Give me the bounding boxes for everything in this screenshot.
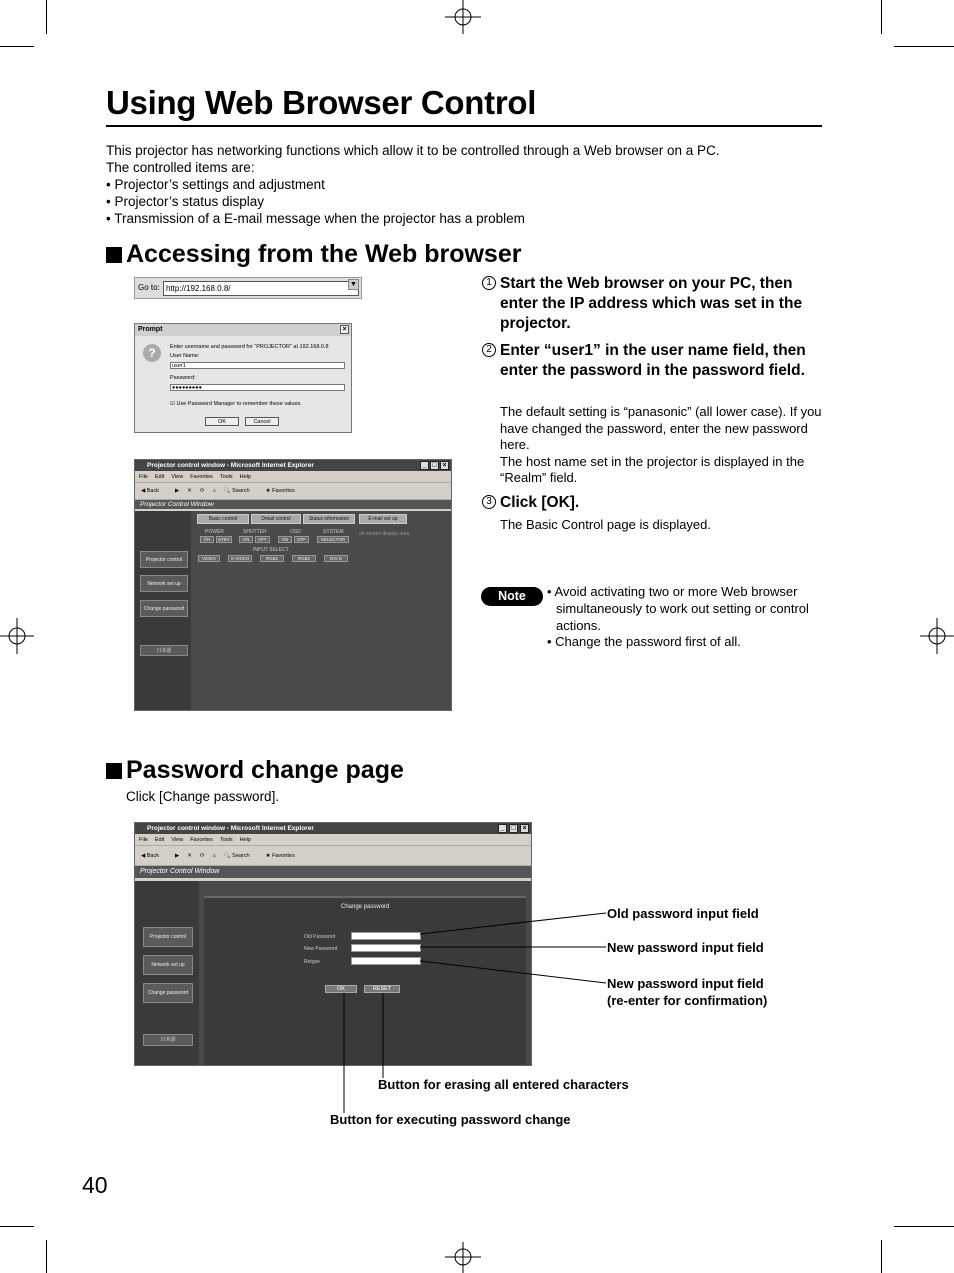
- description-line: The host name set in the projector is displayed in the “Realm” field.: [500, 453, 805, 485]
- callout-line: New password input field: [607, 976, 764, 991]
- panel-title: Change password: [341, 904, 390, 910]
- input-rgb1-button[interactable]: RGB1: [260, 555, 284, 562]
- menu-view[interactable]: View: [171, 474, 184, 480]
- title-rule: [106, 125, 822, 127]
- callout-reset-button: Button for erasing all entered characters: [378, 1077, 629, 1092]
- callout-old-password: Old password input field: [607, 906, 759, 921]
- intro-text: [106, 142, 720, 227]
- browser-toolbar: [135, 483, 451, 500]
- osd-label: OSD: [290, 529, 301, 535]
- password-change-browser-window: [134, 822, 532, 1066]
- shutter-off-button[interactable]: OFF: [255, 536, 270, 543]
- callout-retype-password: [607, 975, 767, 1009]
- system-label: SYSTEM: [323, 529, 344, 535]
- home-icon[interactable]: ⌂: [212, 853, 216, 859]
- page-number: 40: [82, 1172, 108, 1198]
- home-icon[interactable]: ⌂: [212, 488, 216, 494]
- step-1: [482, 274, 827, 334]
- intro-item: • Transmission of a E-mail message when the projector has a problem: [106, 211, 525, 226]
- browser-title: Projector control window - Microsoft Internet Explorer: [147, 825, 314, 832]
- input-select-label: INPUT SELECT: [253, 547, 289, 553]
- dialog-title: Prompt: [138, 326, 163, 333]
- browser-toolbar: [135, 846, 531, 866]
- input-dvid-button[interactable]: DVI-D: [324, 555, 348, 562]
- close-icon[interactable]: ×: [440, 461, 449, 470]
- square-bullet-icon: [106, 763, 122, 779]
- dialog-titlebar: [135, 324, 351, 336]
- tab-basic-control[interactable]: Basic control: [197, 514, 249, 524]
- crop-mark: [0, 46, 34, 47]
- page-content: [135, 881, 531, 1065]
- sidebar-item-change-password[interactable]: Change password: [140, 600, 188, 617]
- menu-favorites[interactable]: Favorites: [190, 837, 213, 843]
- remember-checkbox[interactable]: ☑ Use Password Manager to remember these values.: [170, 401, 302, 407]
- menu-file[interactable]: File: [139, 837, 148, 843]
- ok-button[interactable]: OK: [325, 985, 357, 993]
- basic-control-browser-window: [134, 459, 452, 711]
- forward-icon[interactable]: ▶: [175, 488, 180, 494]
- section-heading-access: [106, 240, 521, 269]
- osd-on-button[interactable]: ON: [278, 536, 292, 543]
- main-panel: [191, 511, 451, 710]
- address-label: Go to:: [138, 283, 160, 292]
- cancel-button[interactable]: Cancel: [245, 417, 279, 426]
- callout-new-password: New password input field: [607, 940, 764, 955]
- password-label: Password:: [170, 375, 196, 381]
- osd-off-button[interactable]: OFF: [294, 536, 309, 543]
- step-2: [482, 341, 827, 381]
- section-heading-text: Accessing from the Web browser: [126, 240, 522, 268]
- retype-password-input[interactable]: [351, 957, 421, 965]
- old-password-label: Old Password: [304, 934, 336, 940]
- callout-line: (re-enter for confirmation): [607, 993, 768, 1008]
- sidebar-item-projector-control[interactable]: Projector control: [143, 927, 193, 947]
- input-video-button[interactable]: VIDEO: [198, 555, 220, 562]
- sidebar-item-projector-control[interactable]: Projector control: [140, 551, 188, 568]
- refresh-icon[interactable]: ⟳: [199, 853, 205, 859]
- close-icon[interactable]: ×: [340, 325, 349, 334]
- menu-favorites[interactable]: Favorites: [190, 474, 213, 480]
- power-on-button[interactable]: ON: [200, 536, 214, 543]
- refresh-icon[interactable]: ⟳: [199, 488, 205, 494]
- window-label: Projector Control Window: [135, 866, 531, 878]
- address-bar: [134, 277, 362, 299]
- login-prompt-dialog: [134, 323, 352, 433]
- menu-edit[interactable]: Edit: [154, 837, 165, 843]
- favorites-button[interactable]: ★ Favorites: [265, 853, 295, 859]
- crop-mark: [894, 1226, 954, 1227]
- maximize-icon[interactable]: □: [430, 461, 439, 470]
- search-label: Search: [232, 488, 250, 494]
- step-number: 3: [482, 495, 496, 509]
- remember-label: Use Password Manager to remember these values.: [176, 401, 302, 407]
- main-panel: [199, 881, 531, 1065]
- step-2-description: [500, 404, 825, 487]
- menu-bar: [135, 471, 451, 483]
- back-label: Back: [146, 488, 159, 494]
- step-3-description: The Basic Control page is displayed.: [500, 517, 712, 532]
- page-content: [135, 511, 451, 710]
- minimize-icon[interactable]: _: [420, 461, 429, 470]
- power-stby-button[interactable]: STBY: [216, 536, 232, 543]
- system-selector-button[interactable]: SELECTOR: [317, 536, 349, 543]
- menu-tools[interactable]: Tools: [219, 474, 233, 480]
- step-number: 1: [482, 276, 496, 290]
- browser-titlebar: [135, 823, 531, 834]
- crop-mark: [894, 46, 954, 47]
- tab-detail-control[interactable]: Detail control: [251, 514, 301, 524]
- description-line: The default setting is “panasonic” (all lower case). If you have changed the password, enter the new password here.: [500, 404, 822, 452]
- old-password-input[interactable]: [351, 932, 421, 940]
- shutter-on-button[interactable]: ON: [239, 536, 253, 543]
- menu-view[interactable]: View: [171, 837, 184, 843]
- intro-line: The controlled items are:: [106, 160, 255, 175]
- username-label: User Name:: [170, 353, 200, 359]
- step-text: Enter “user1” in the user name field, then enter the password in the password field.: [500, 342, 806, 379]
- step-text: Click [OK].: [500, 494, 580, 511]
- onscreen-label: on screen display area: [359, 531, 410, 537]
- step-number: 2: [482, 343, 496, 357]
- stop-icon[interactable]: ✕: [187, 488, 192, 494]
- section-heading-password: [106, 756, 404, 785]
- callout-ok-button: Button for executing password change: [330, 1112, 571, 1127]
- password-field[interactable]: ●●●●●●●●●: [170, 384, 345, 391]
- menu-edit[interactable]: Edit: [154, 474, 165, 480]
- browser-titlebar: [135, 460, 451, 471]
- square-bullet-icon: [106, 247, 122, 263]
- shutter-label: SHUTTER: [243, 529, 267, 535]
- search-button[interactable]: 🔍 Search: [223, 488, 250, 494]
- maximize-icon[interactable]: □: [509, 824, 518, 833]
- forward-icon[interactable]: ▶: [175, 853, 180, 859]
- intro-item: • Projector’s settings and adjustment: [106, 177, 325, 192]
- input-rgb2-button[interactable]: RGB2: [292, 555, 316, 562]
- sidebar: [135, 881, 199, 1065]
- sidebar-item-japanese[interactable]: 日本語: [143, 1034, 193, 1046]
- intro-item: • Projector’s status display: [106, 194, 265, 209]
- password-panel: [204, 896, 526, 1066]
- menu-help[interactable]: Help: [239, 837, 251, 843]
- crop-mark: [46, 0, 47, 34]
- window-label: Projector Control Window: [135, 500, 451, 509]
- close-icon[interactable]: ×: [520, 824, 529, 833]
- sidebar-item-network-setup[interactable]: Network set up: [143, 955, 193, 975]
- menu-file[interactable]: File: [139, 474, 148, 480]
- note-item: • Avoid activating two or more Web browser simultaneously to work out setting or control actions.: [547, 584, 809, 633]
- new-password-label: New Password: [304, 946, 338, 952]
- ok-button[interactable]: OK: [205, 417, 239, 426]
- menu-bar: [135, 834, 531, 846]
- retype-label: Retype: [304, 959, 320, 965]
- back-button[interactable]: ◀ Back: [141, 853, 159, 859]
- note-item: • Change the password first of all.: [547, 634, 741, 650]
- section-heading-text: Password change page: [126, 756, 404, 784]
- reset-button[interactable]: RESET: [364, 985, 400, 993]
- power-label: POWER: [205, 529, 224, 535]
- registration-mark-icon: [0, 618, 36, 654]
- sidebar: [135, 511, 191, 710]
- crop-mark: [881, 0, 882, 34]
- favorites-label: Favorites: [272, 853, 295, 859]
- username-field[interactable]: user1: [170, 362, 345, 369]
- step-3: [482, 493, 827, 513]
- minimize-icon[interactable]: _: [498, 824, 507, 833]
- favorites-button[interactable]: ★ Favorites: [265, 488, 295, 494]
- dropdown-arrow-icon[interactable]: ▼: [348, 279, 359, 290]
- favorites-label: Favorites: [272, 488, 295, 494]
- menu-help[interactable]: Help: [239, 474, 251, 480]
- browser-title: Projector control window - Microsoft Internet Explorer: [147, 462, 314, 469]
- prompt-message: Enter username and password for “PROJECTOR” at 192.168.0.8: [170, 344, 329, 350]
- new-password-input[interactable]: [351, 944, 421, 952]
- crop-mark: [0, 1226, 34, 1227]
- back-button[interactable]: ◀ Back: [141, 488, 159, 494]
- note-list: [547, 584, 827, 651]
- registration-mark-icon: [445, 0, 481, 36]
- address-input[interactable]: http://192.168.0.8/: [163, 281, 359, 296]
- sidebar-item-change-password[interactable]: Change password: [143, 983, 193, 1003]
- input-svideo-button[interactable]: S-VIDEO: [228, 555, 252, 562]
- note-badge: Note: [481, 587, 543, 606]
- search-button[interactable]: 🔍 Search: [223, 853, 250, 859]
- registration-mark-icon: [918, 618, 954, 654]
- section2-intro: Click [Change password].: [126, 789, 280, 804]
- crop-mark: [46, 1240, 47, 1273]
- step-text: Start the Web browser on your PC, then enter the IP address which was set in the projector.: [500, 275, 803, 332]
- back-label: Back: [146, 853, 159, 859]
- crop-mark: [881, 1240, 882, 1273]
- menu-tools[interactable]: Tools: [219, 837, 233, 843]
- intro-line: This projector has networking functions which allow it to be controlled through a Web browser on a PC.: [106, 143, 720, 158]
- registration-mark-icon: [445, 1240, 481, 1273]
- question-icon: ?: [143, 344, 161, 362]
- page-title: Using Web Browser Control: [106, 84, 537, 121]
- tab-status-information[interactable]: Status information: [303, 514, 355, 524]
- sidebar-item-network-setup[interactable]: Network set up: [140, 575, 188, 592]
- sidebar-item-japanese[interactable]: 日本語: [140, 645, 188, 656]
- stop-icon[interactable]: ✕: [187, 853, 192, 859]
- search-label: Search: [232, 853, 250, 859]
- tab-email-setup[interactable]: E-mail set up: [359, 514, 407, 524]
